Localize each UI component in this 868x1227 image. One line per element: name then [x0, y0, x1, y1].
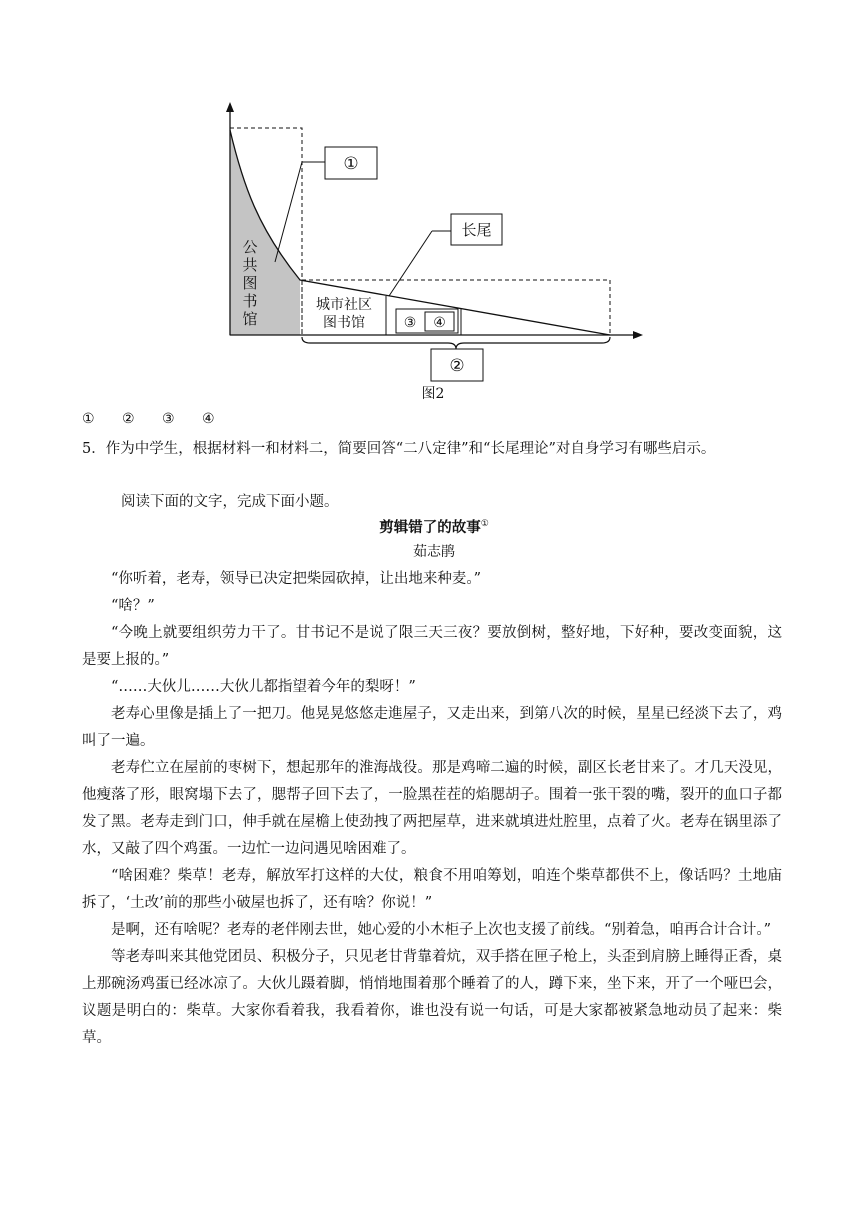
- community-library-label: [316, 297, 372, 331]
- story-paragraph: “啥困难？柴草！老寿，解放军打这样的大仗，粮食不用咱筹划，咱连个柴草都供不上，像话吗？土地庙拆了，‘土改’前的那些小破屋也拆了，还有啥？你说！”: [82, 868, 782, 911]
- question-5: 5．作为中学生，根据材料一和材料二，简要回答“二八定律”和“长尾理论”对自身学习有哪些启示。: [82, 441, 716, 457]
- story-paragraph: “啥？”: [111, 598, 155, 614]
- title-footnote-mark: ①: [480, 519, 489, 530]
- box-1-label: ①: [343, 154, 359, 174]
- svg-text:图: 图: [242, 274, 258, 292]
- tail-brace: [302, 337, 610, 349]
- story-title: 剪辑错了的故事①: [379, 519, 489, 536]
- long-tail-label: 长尾: [461, 221, 492, 239]
- svg-text:城市社区: 城市社区: [316, 297, 372, 313]
- blank-4: ④: [202, 411, 215, 427]
- svg-text:书: 书: [242, 292, 258, 310]
- blank-1: ①: [82, 411, 95, 427]
- svg-text:共: 共: [242, 256, 258, 274]
- answer-blanks: [82, 411, 238, 427]
- story-paragraph: 老寿伫立在屋前的枣树下，想起那年的淮海战役。那是鸡啼二遍的时候，副区长老甘来了。才几天没见，他瘦落了形，眼窝塌下去了，腮帮子回下去了，一脸黑茬茬的焰腮胡子。围着一张干裂的嘴，裂开的血口子都发了黑。老寿走到门口，伸手就在屋檐上使劲拽了两把屋草，进来就填进灶腔里，点着了火。老寿在锅里添了水，又敲了四个鸡蛋。一边忙一边问遇见啥困难了。: [82, 760, 782, 857]
- story-paragraph: 老寿心里像是插上了一把刀。他晃晃悠悠走進屋子，又走出来，到第八次的时候，星星已经淡下去了，鸡叫了一遍。: [82, 706, 782, 749]
- story-paragraph: “你听着，老寿，领导已决定把柴园砍掉，让出地来种麦。”: [111, 571, 482, 587]
- box-4-label: ④: [433, 315, 446, 331]
- svg-text:图书馆: 图书馆: [323, 315, 365, 331]
- reading-intro: 阅读下面的文字，完成下面小题。: [121, 494, 339, 510]
- story-paragraph: 等老寿叫来其他党团员、积极分子，只见老甘背靠着炕，双手搭在匣子枪上，头歪到肩膀上睡得正香，桌上那碗汤鸡蛋已经冰凉了。大伙儿蹑着脚，悄悄地围着那个睡着了的人，蹲下来，坐下来，开了一个哑巴会，议题是明白的：柴草。大家你看着我，我看着你，谁也没有说一句话，可是大家都被紧急地动员了起来：柴草。: [82, 949, 782, 1046]
- story-author: 茹志鹃: [413, 544, 455, 560]
- public-library-area: [230, 130, 300, 335]
- story-paragraph: “……大伙儿……大伙儿都指望着今年的梨呀！”: [111, 679, 416, 695]
- blank-2: ②: [122, 411, 135, 427]
- box-2-label: ②: [449, 356, 465, 376]
- story-paragraph: 是啊，还有啥呢？老寿的老伴刚去世，她心爱的小木柜子上次也支援了前线。“别着急，咱再合计合计。”: [111, 922, 772, 938]
- story-paragraph: “今晚上就要组织劳力干了。甘书记不是说了限三天三夜？要放倒树，整好地，下好种，要改变面貌，这是要上报的。”: [82, 625, 782, 668]
- blank-3: ③: [162, 411, 175, 427]
- long-tail-diagram: [0, 0, 868, 400]
- svg-text:馆: 馆: [242, 310, 258, 328]
- public-library-label: [242, 238, 257, 328]
- story-body: [82, 566, 782, 1052]
- box-3-label: ③: [403, 315, 417, 331]
- figure-caption: 图2: [421, 386, 445, 402]
- svg-text:公: 公: [242, 238, 258, 256]
